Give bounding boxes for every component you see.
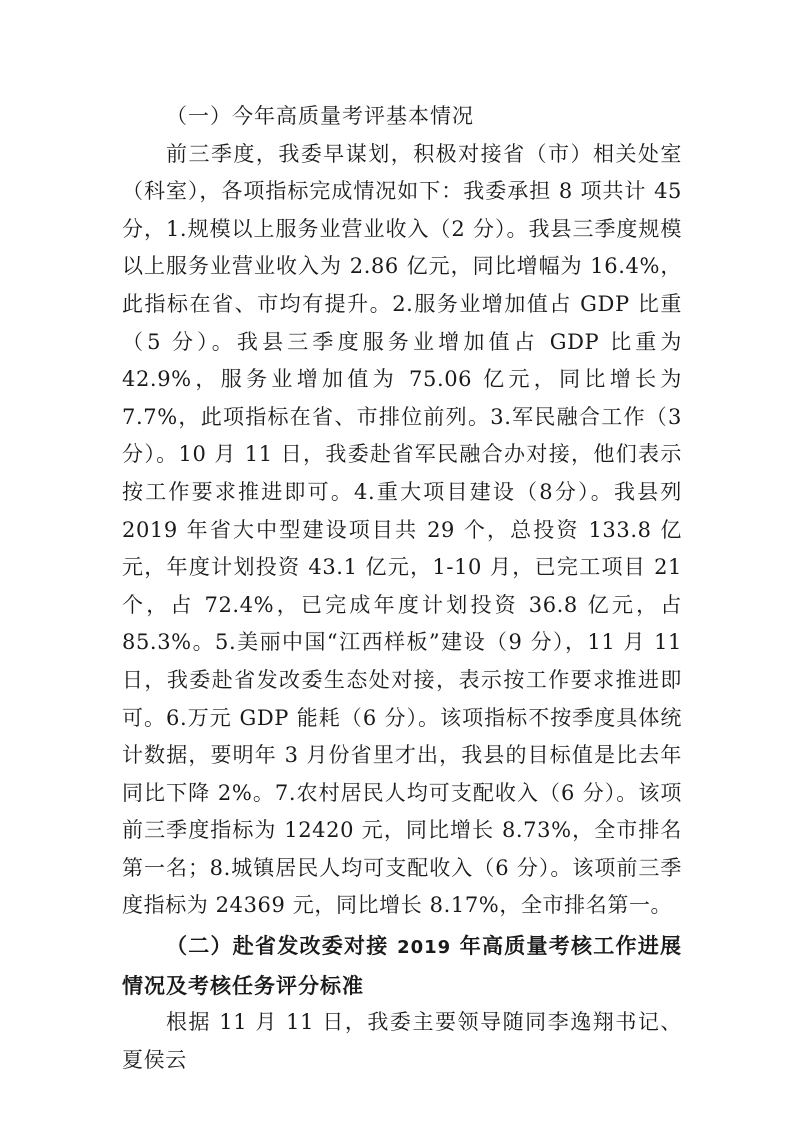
section-heading-2-year: 2019 <box>397 937 452 959</box>
section-heading-2 <box>122 925 682 1004</box>
section-heading-2-suffix: 年高质量考核工作进展情况及考核任务评分标准 <box>122 933 683 998</box>
document-body <box>122 98 682 1079</box>
section-paragraph-2: 根据 11 月 11 日，我委主要领导随同李逸翔书记、夏侯云 <box>122 1010 682 1072</box>
section-heading-2-prefix: （二）赴省发改委对接 <box>166 933 398 959</box>
section-paragraph-1: 前三季度，我委早谋划，积极对接省（市）相关处室（科室），各项指标完成情况如下：我委承担 8 项共计 45 分，1.规模以上服务业营业收入（2 分）。我县三季度规模以上服务业营业收入为 2.86 亿元，同比增幅为 16.4%，此指标在省、市均有提升。2.服务业增加值占 GDP 比重（5 分）。我县三季度服务业增加值占 GDP 比重为 42.9%，服务业增加值为 75.06 亿元，同比增长为 7.7%，此项指标在省、市排位前列。3.军民融合工作（3 分）。10 月 11 日，我委赴省军民融合办对接，他们表示按工作要求推进即可。4.重大项目建设（8分）。我县列 2019 年省大中型建设项目共 29 个，总投资 133.8 亿元，年度计划投资 43.1 亿元，1-10 月，已完工项目 21 个，占 72.4%，已完成年度计划投资 36.8 亿元，占 85.3%。5.美丽中国“江西样板”建设（9 分），11 月 11 日，我委赴省发改委生态处对接，表示按工作要求推进即可。6.万元 GDP 能耗（6 分）。该项指标不按季度具体统计数据，要明年 3 月份省里才出，我县的目标值是比去年同比下降 2%。7.农村居民人均可支配收入（6 分）。该项前三季度指标为 12420 元，同比增长 8.73%，全市排名第一名；8.城镇居民人均可支配收入（6 分）。该项前三季度指标为 24369 元，同比增长 8.17%，全市排名第一。 <box>122 141 682 918</box>
section-heading-1: （一）今年高质量考评基本情况 <box>166 104 474 128</box>
